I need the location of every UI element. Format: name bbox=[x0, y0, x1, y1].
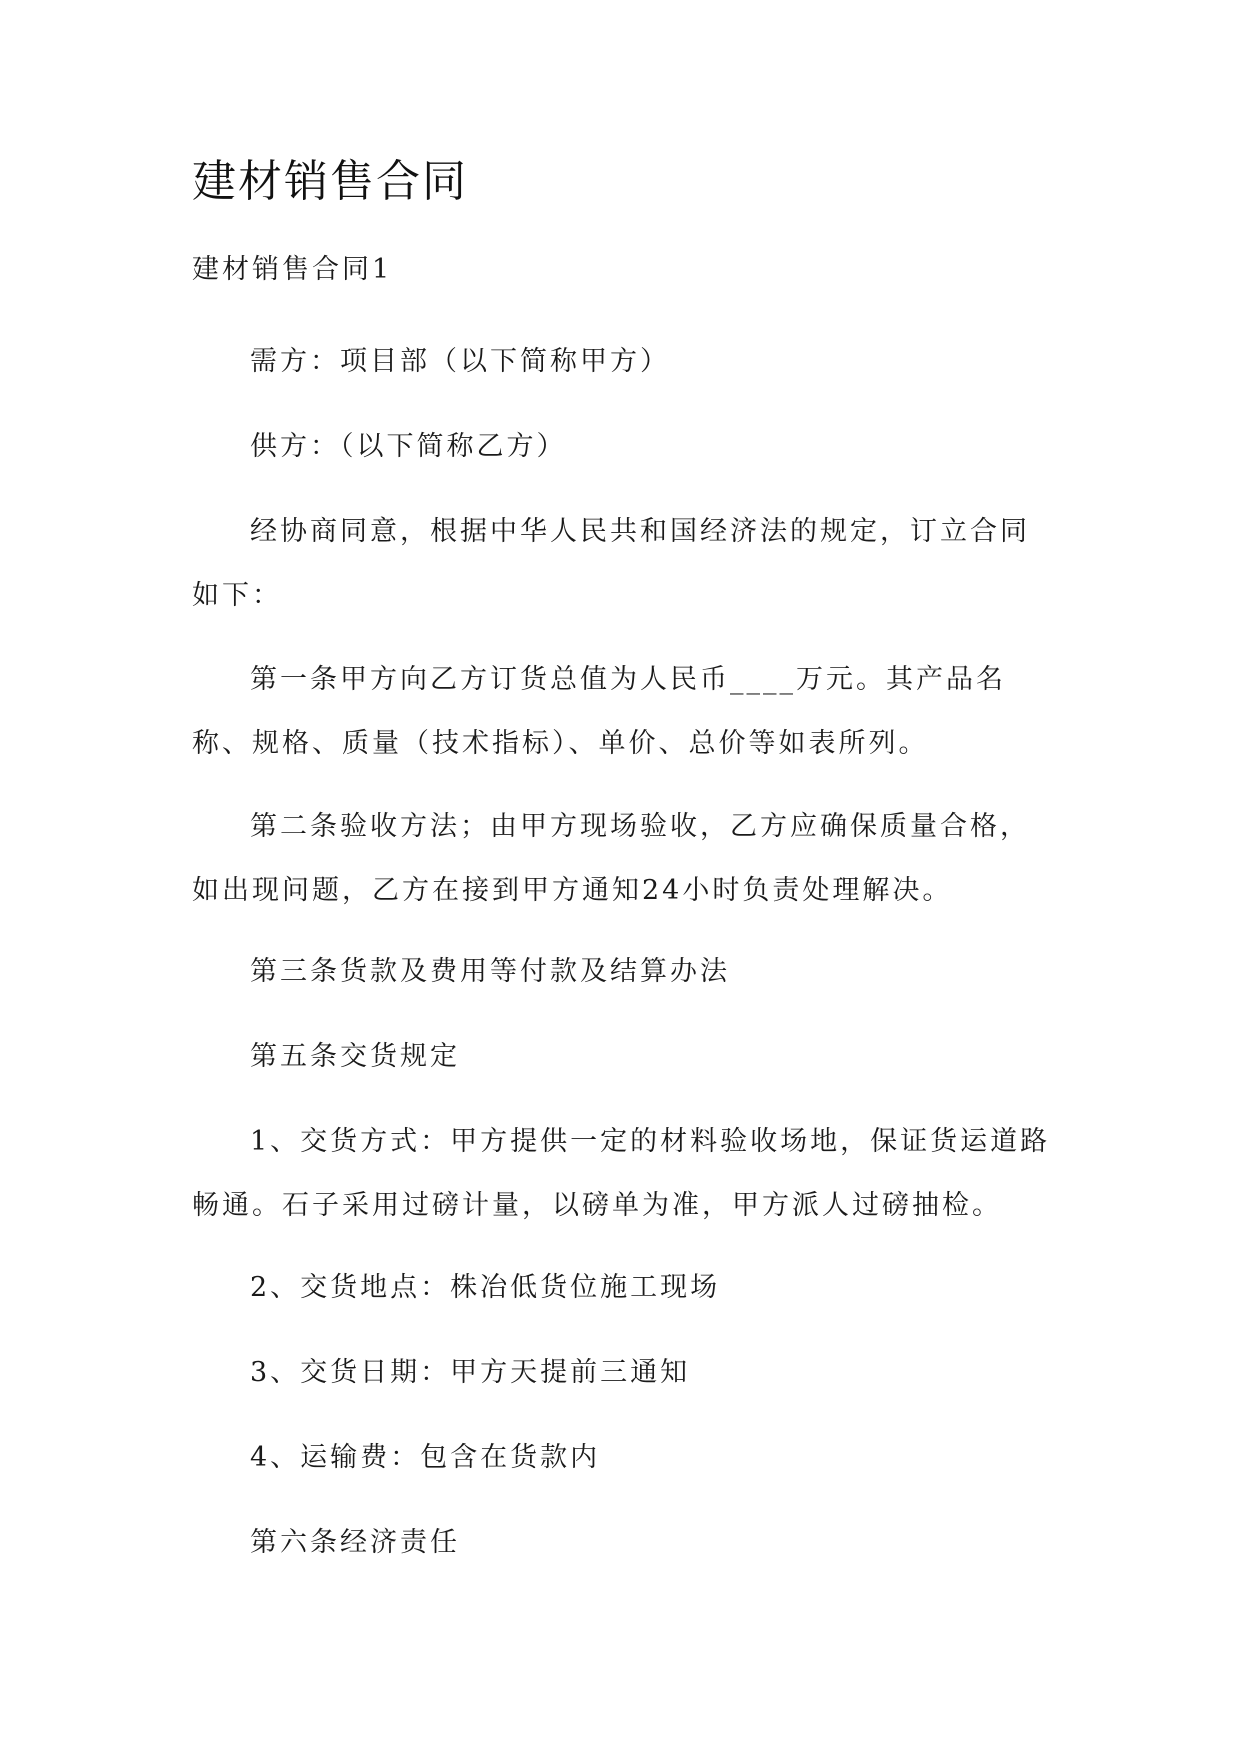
document-title: 建材销售合同 bbox=[192, 156, 468, 207]
document-subtitle: 建材销售合同1 bbox=[192, 254, 393, 285]
paragraph-transport-fee: 4、运输费：包含在货款内 bbox=[250, 1442, 601, 1473]
paragraph-article-1: 第一条甲方向乙方订货总值为人民币____万元。其产品名称、规格、质量（技术指标）、单价、总价等如表所列。 bbox=[192, 664, 1006, 759]
paragraph-delivery-location: 2、交货地点：株冶低货位施工现场 bbox=[250, 1272, 721, 1303]
paragraph-delivery-method: 1、交货方式：甲方提供一定的材料验收场地，保证货运道路畅通。石子采用过磅计量，以磅单为准，甲方派人过磅抽检。 bbox=[192, 1126, 1051, 1221]
paragraph-demand-party: 需方：项目部（以下简称甲方） bbox=[250, 346, 670, 377]
paragraph-delivery-date: 3、交货日期：甲方天提前三通知 bbox=[250, 1357, 691, 1388]
paragraph-article-5: 第五条交货规定 bbox=[250, 1041, 460, 1072]
paragraph-article-3: 第三条货款及费用等付款及结算办法 bbox=[250, 956, 730, 987]
paragraph-agreement: 经协商同意，根据中华人民共和国经济法的规定，订立合同如下： bbox=[192, 516, 1030, 611]
paragraph-article-2: 第二条验收方法；由甲方现场验收，乙方应确保质量合格，如出现问题，乙方在接到甲方通知24小时负责处理解决。 bbox=[192, 811, 1030, 906]
paragraph-supply-party: 供方：（以下简称乙方） bbox=[250, 431, 567, 462]
paragraph-article-6: 第六条经济责任 bbox=[250, 1527, 460, 1558]
